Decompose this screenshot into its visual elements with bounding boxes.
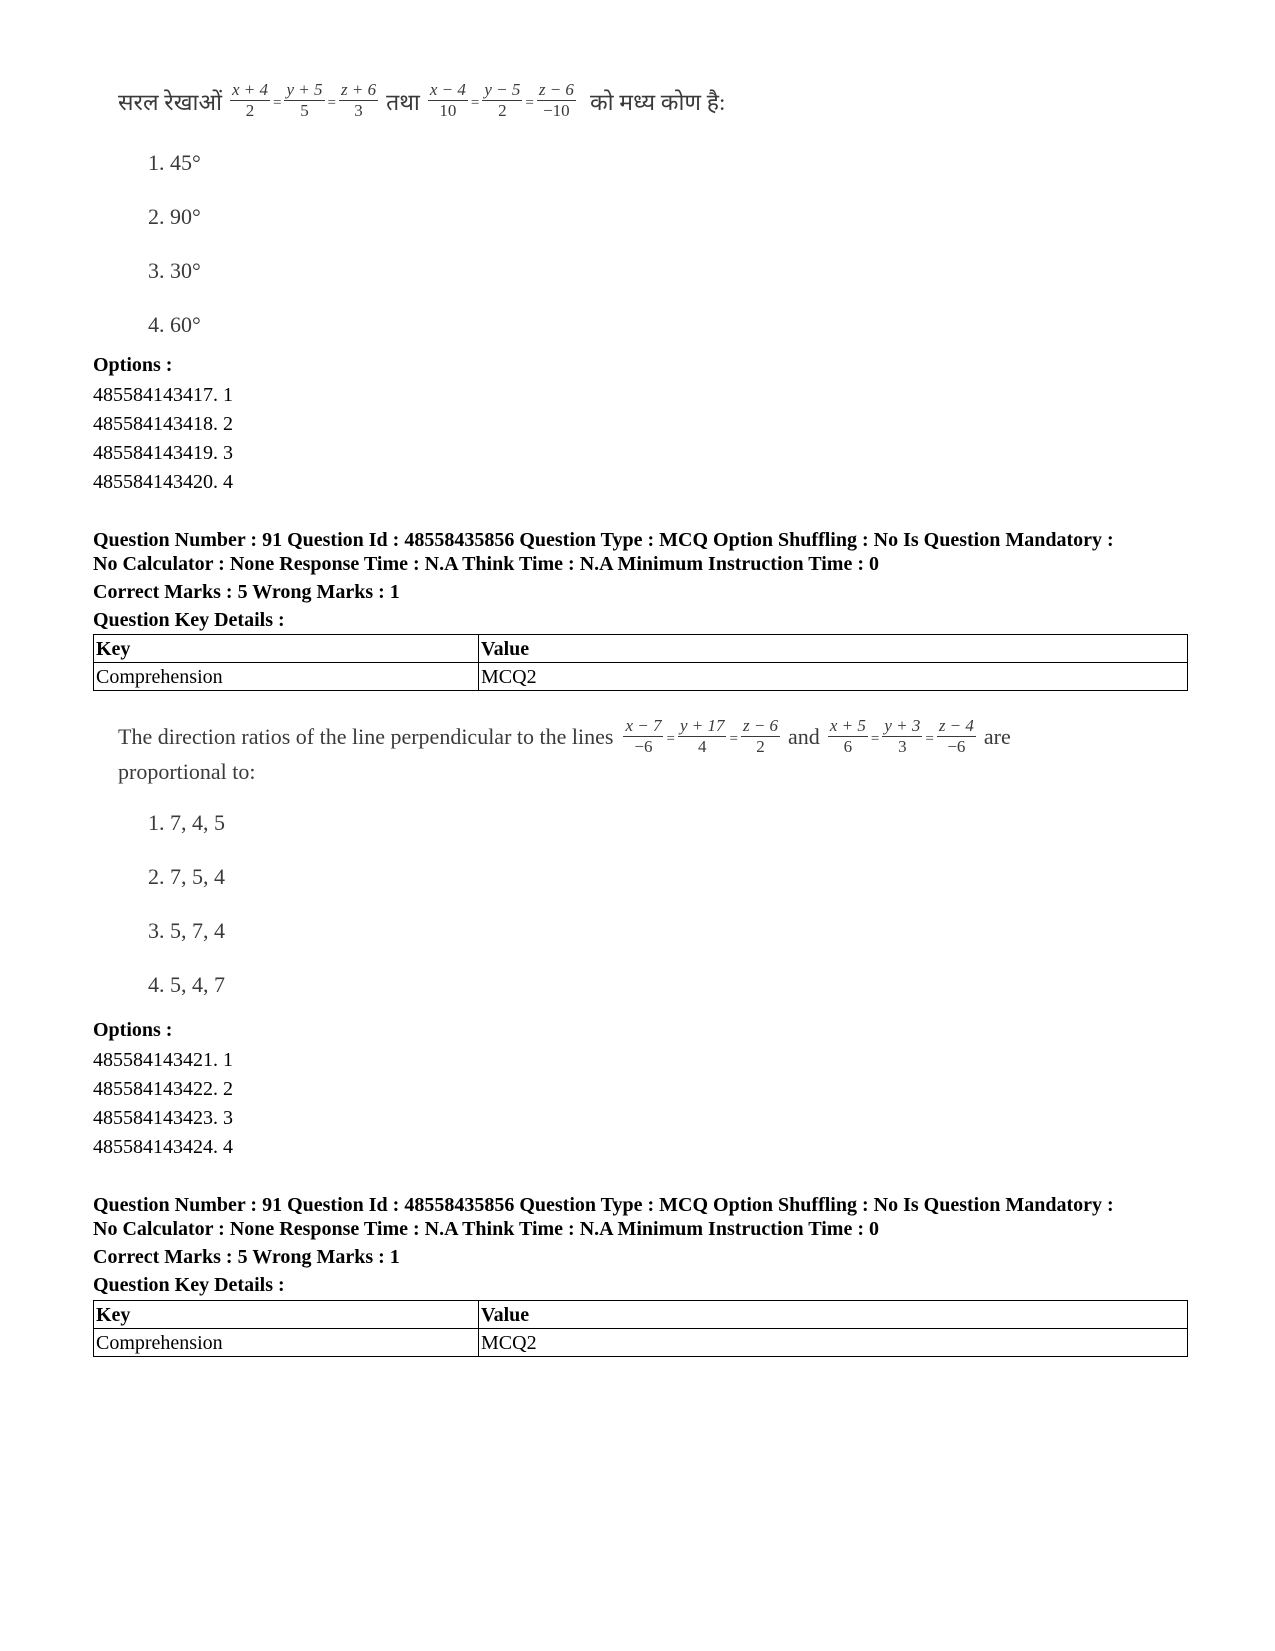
- choice-item: 1. 45°: [148, 150, 201, 175]
- option-id: 485584143420. 4: [93, 471, 233, 493]
- choice-item: 4. 5, 4, 7: [148, 972, 225, 997]
- meta-line: No Calculator : None Response Time : N.A Think Time : N.A Minimum Instruction Time : 0: [93, 1218, 879, 1240]
- key-details-label: Question Key Details :: [93, 609, 285, 631]
- option-id: 485584143419. 3: [93, 442, 233, 464]
- options-label: Options :: [93, 354, 173, 376]
- question-meta: [93, 528, 1203, 632]
- q2-fraction: $\frac{y + 3}{3}$: [884, 716, 921, 756]
- q1-stem-prefix: सरल रेखाओं: [118, 89, 222, 115]
- choice-item: 2. 90°: [148, 204, 201, 229]
- question-meta: [93, 1193, 1203, 1297]
- choice-item: 4. 60°: [148, 312, 201, 337]
- table-row: [94, 663, 1188, 691]
- table-header-key: Key: [94, 1301, 479, 1329]
- table-row: [94, 1329, 1188, 1357]
- option-id: 485584143422. 2: [93, 1078, 233, 1100]
- options-list: [93, 381, 233, 497]
- table-header-value: Value: [479, 1301, 1188, 1329]
- meta-line: No Calculator : None Response Time : N.A Think Time : N.A Minimum Instruction Time : 0: [93, 553, 879, 575]
- q2-fraction: $\frac{x - 7}{-6}$: [625, 716, 662, 756]
- q2-fraction: $\frac{x + 5}{6}$: [829, 716, 866, 756]
- question-1-stem: सरल रेखाओं $\frac{x + 4}{2}$ = $\frac{y + 5}{5}$ = $\frac{z + 6}{3}$ तथा $\frac{x - 4}{10}$ = $\frac{y - 5}{2}$ = $\frac{z - 6}{-10}$ को मध्य कोण है:: [118, 80, 726, 120]
- q1-stem-suffix: को मध्य कोण है:: [589, 89, 726, 115]
- choice-item: 2. 7, 5, 4: [148, 864, 225, 889]
- option-id: 485584143417. 1: [93, 384, 233, 406]
- q2-stem-line2: proportional to:: [118, 759, 256, 784]
- q2-stem-prefix: The direction ratios of the line perpendicular to the lines: [118, 723, 614, 749]
- question-2-choices: [148, 810, 225, 1026]
- table-header-value: Value: [479, 635, 1188, 663]
- q2-stem-suffix: are: [983, 723, 1011, 749]
- question-1-choices: [148, 150, 201, 366]
- marks-line: Correct Marks : 5 Wrong Marks : 1: [93, 581, 400, 603]
- q1-fraction: $\frac{x - 4}{10}$: [429, 80, 466, 120]
- q1-connector: तथा: [386, 89, 420, 115]
- option-id: 485584143421. 1: [93, 1049, 233, 1071]
- option-id: 485584143418. 2: [93, 413, 233, 435]
- q2-fraction: $\frac{y + 17}{4}$: [679, 716, 725, 756]
- table-header-row: [94, 635, 1188, 663]
- q1-fraction: $\frac{y - 5}{2}$: [484, 80, 521, 120]
- table-header-row: [94, 1301, 1188, 1329]
- q2-fraction: $\frac{z - 4}{-6}$: [938, 716, 974, 756]
- table-cell-value: MCQ2: [479, 663, 1188, 691]
- option-id: 485584143423. 3: [93, 1107, 233, 1129]
- table-cell-value: MCQ2: [479, 1329, 1188, 1357]
- option-id: 485584143424. 4: [93, 1136, 233, 1158]
- q1-fraction: $\frac{z - 6}{-10}$: [538, 80, 574, 120]
- table-header-key: Key: [94, 635, 479, 663]
- key-details-table: [93, 634, 1188, 691]
- key-details-label: Question Key Details :: [93, 1274, 285, 1296]
- q2-connector: and: [788, 723, 820, 749]
- marks-line: Correct Marks : 5 Wrong Marks : 1: [93, 1246, 400, 1268]
- meta-line: Question Number : 91 Question Id : 48558435856 Question Type : MCQ Option Shuffling : No Is Question Mandatory :: [93, 529, 1114, 551]
- q1-fraction: $\frac{y + 5}{5}$: [286, 80, 323, 120]
- q1-fraction: $\frac{z + 6}{3}$: [340, 80, 377, 120]
- options-list: [93, 1046, 233, 1162]
- choice-item: 3. 30°: [148, 258, 201, 283]
- meta-line: Question Number : 91 Question Id : 48558435856 Question Type : MCQ Option Shuffling : No Is Question Mandatory :: [93, 1194, 1114, 1216]
- choice-item: 1. 7, 4, 5: [148, 810, 225, 835]
- table-cell-key: Comprehension: [94, 1329, 479, 1357]
- options-label: Options :: [93, 1019, 173, 1041]
- question-2-stem: The direction ratios of the line perpendicular to the lines $\frac{x - 7}{-6}$ = $\frac{y + 17}{4}$ = $\frac{z - 6}{2}$ and $\frac{x + 5}{6}$ = $\frac{y + 3}{3}$ = $\frac{z - 4}{-6}$ are proportional to:: [118, 716, 1017, 785]
- q2-fraction: $\frac{z - 6}{2}$: [742, 716, 779, 756]
- q1-fraction: $\frac{x + 4}{2}$: [231, 80, 269, 120]
- choice-item: 3. 5, 7, 4: [148, 918, 225, 943]
- key-details-table: [93, 1300, 1188, 1357]
- table-cell-key: Comprehension: [94, 663, 479, 691]
